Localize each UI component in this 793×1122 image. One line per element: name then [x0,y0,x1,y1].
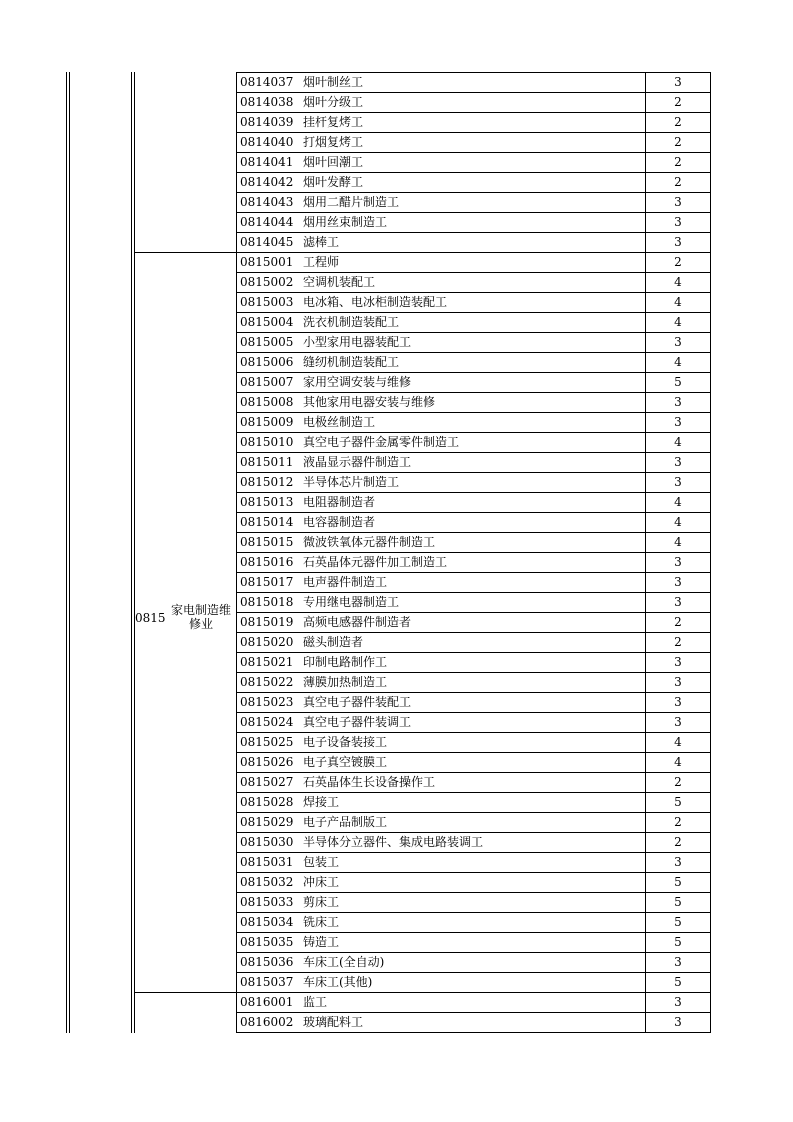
risk-level: 3 [674,575,682,589]
risk-level: 3 [674,215,682,229]
table-row [237,313,710,333]
risk-level: 2 [674,115,682,129]
occupation-name: 空调机装配工 [303,273,646,292]
table-row [237,893,710,913]
occupation-code: 0814038 [240,95,294,109]
occupation-name: 电子真空镀膜工 [303,753,646,772]
risk-level: 2 [674,775,682,789]
table-row [237,413,710,433]
occupation-code: 0815035 [240,935,294,949]
occupation-name: 半导体芯片制造工 [303,473,646,492]
table-row [237,273,710,293]
occupation-name: 液晶显示器件制造工 [303,453,646,472]
table-row [237,533,710,553]
table-row [237,613,710,633]
occupation-name: 半导体分立器件、集成电路装调工 [303,833,646,852]
risk-level: 3 [674,475,682,489]
risk-level: 2 [674,615,682,629]
occupation-name: 烟叶发酵工 [303,173,646,192]
occupation-name: 真空电子器件装调工 [303,713,646,732]
risk-level: 4 [674,275,682,289]
occupation-name: 微波铁氧体元器件制造工 [303,533,646,552]
occupation-code: 0814040 [240,135,294,149]
occupation-code: 0815010 [240,435,294,449]
risk-level: 3 [674,235,682,249]
risk-level: 3 [674,955,682,969]
risk-level: 4 [674,355,682,369]
occupation-name: 磁头制造者 [303,633,646,652]
occupation-code: 0815020 [240,635,294,649]
occupation-name: 冲床工 [303,873,646,892]
occupation-code: 0815022 [240,675,294,689]
table-row [237,333,710,353]
occupation-code: 0815037 [240,975,294,989]
occupation-code: 0815027 [240,775,294,789]
table-row [237,933,710,953]
table-row [237,93,710,113]
table-row [237,973,710,993]
occupation-name: 烟用丝束制造工 [303,213,646,232]
risk-level: 3 [674,855,682,869]
risk-level: 2 [674,95,682,109]
risk-level: 3 [674,195,682,209]
risk-level: 3 [674,415,682,429]
occupation-name: 石英晶体生长设备操作工 [303,773,646,792]
table-row [237,693,710,713]
table-row [237,633,710,653]
risk-level: 5 [674,795,682,809]
risk-level: 3 [674,655,682,669]
occupation-name: 铸造工 [303,933,646,952]
table-row [237,73,710,93]
occupation-name: 高频电感器件制造者 [303,613,646,632]
table-row [237,733,710,753]
table-row [237,133,710,153]
occupation-name: 石英晶体元器件加工制造工 [303,553,646,572]
occupation-code: 0815017 [240,575,294,589]
table-row [237,153,710,173]
occupation-code: 0814037 [240,75,294,89]
group-code-rule-b [134,72,135,1033]
occupation-code: 0815006 [240,355,294,369]
occupation-code: 0814041 [240,155,294,169]
risk-level: 5 [674,975,682,989]
occupation-code: 0815030 [240,835,294,849]
table-row [237,813,710,833]
occupation-name: 专用继电器制造工 [303,593,646,612]
risk-level: 3 [674,695,682,709]
risk-level: 5 [674,915,682,929]
occupation-code: 0814042 [240,175,294,189]
table-row [237,553,710,573]
table-row [237,673,710,693]
occupation-code: 0815012 [240,475,294,489]
occupation-code: 0815009 [240,415,294,429]
risk-level: 4 [674,535,682,549]
occupation-code: 0814043 [240,195,294,209]
occupation-name: 电极丝制造工 [303,413,646,432]
risk-level: 3 [674,1015,682,1029]
occupation-code: 0815008 [240,395,294,409]
occupation-name: 电冰箱、电冰柜制造装配工 [303,293,646,312]
table-row [237,393,710,413]
group-separator [134,992,236,993]
table-row [237,913,710,933]
table-row [237,713,710,733]
occupation-code: 0815004 [240,315,294,329]
occupation-name: 车床工(其他) [303,973,646,992]
risk-level: 5 [674,895,682,909]
table-row [237,213,710,233]
table-row [237,493,710,513]
risk-level: 4 [674,295,682,309]
occupation-name: 玻璃配料工 [303,1013,646,1032]
occupation-name: 剪床工 [303,893,646,912]
occupation-name: 烟叶分级工 [303,93,646,112]
group-code-rule-a [131,72,132,1033]
occupation-code: 0815007 [240,375,294,389]
occupation-code: 0815014 [240,515,294,529]
table-row [237,853,710,873]
occupation-code: 0815001 [240,255,294,269]
occupation-name: 电声器件制造工 [303,573,646,592]
risk-level: 4 [674,495,682,509]
occupation-name: 打烟复烤工 [303,133,646,152]
occupation-code: 0815019 [240,615,294,629]
occupation-name: 电容器制造者 [303,513,646,532]
occupation-name: 洗衣机制造装配工 [303,313,646,332]
occupation-code: 0815025 [240,735,294,749]
occupation-name: 印制电路制作工 [303,653,646,672]
table-row [237,293,710,313]
occupation-code: 0815011 [240,455,294,469]
occupation-name: 电阻器制造者 [303,493,646,512]
risk-level: 4 [674,755,682,769]
risk-level: 3 [674,455,682,469]
occupation-name: 监工 [303,993,646,1012]
table-row [237,433,710,453]
risk-level: 5 [674,375,682,389]
occupation-name: 真空电子器件金属零件制造工 [303,433,646,452]
risk-level: 3 [674,595,682,609]
risk-level: 3 [674,335,682,349]
risk-level: 3 [674,995,682,1009]
table-row [237,873,710,893]
table-row [237,193,710,213]
table-row [237,513,710,533]
risk-level: 4 [674,515,682,529]
table-row [237,253,710,273]
occupation-code: 0815005 [240,335,294,349]
table-row [237,993,710,1013]
risk-level: 3 [674,675,682,689]
occupation-name: 烟用二醋片制造工 [303,193,646,212]
group-separator [134,252,236,253]
risk-level: 4 [674,435,682,449]
table-row [237,353,710,373]
table-row [237,113,710,133]
group-code: 0815 [135,611,166,625]
occupation-code: 0815029 [240,815,294,829]
risk-level: 2 [674,135,682,149]
risk-level: 3 [674,555,682,569]
table-row [237,173,710,193]
occupation-code: 0815031 [240,855,294,869]
occupation-code: 0816002 [240,1015,294,1029]
occupation-code: 0815033 [240,895,294,909]
risk-level: 5 [674,935,682,949]
risk-level: 2 [674,155,682,169]
occupation-code: 0815002 [240,275,294,289]
occupation-name: 真空电子器件装配工 [303,693,646,712]
table-row [237,473,710,493]
occupation-code: 0815034 [240,915,294,929]
table-row [237,573,710,593]
table-left-double-rule-b [69,72,70,1033]
risk-level: 4 [674,315,682,329]
risk-level: 3 [674,395,682,409]
risk-level: 2 [674,635,682,649]
table-row [237,1013,710,1033]
occupation-code: 0814044 [240,215,294,229]
occupation-code: 0815023 [240,695,294,709]
occupation-code: 0814039 [240,115,294,129]
occupation-name: 电子设备装接工 [303,733,646,752]
occupation-code: 0816001 [240,995,294,1009]
table-row [237,833,710,853]
occupation-table [236,72,711,1033]
occupation-name: 电子产品制版工 [303,813,646,832]
table-row [237,773,710,793]
occupation-code: 0815021 [240,655,294,669]
occupation-code: 0814045 [240,235,294,249]
risk-level: 3 [674,715,682,729]
table-row [237,953,710,973]
risk-level: 2 [674,835,682,849]
group-name: 家电制造维修业 [170,603,231,631]
risk-level: 5 [674,875,682,889]
occupation-code: 0815015 [240,535,294,549]
table-left-double-rule-a [66,72,67,1033]
occupation-code: 0815028 [240,795,294,809]
occupation-name: 滤棒工 [303,233,646,252]
occupation-name: 挂杆复烤工 [303,113,646,132]
table-row [237,753,710,773]
occupation-name: 小型家用电器装配工 [303,333,646,352]
table-row [237,793,710,813]
occupation-name: 车床工(全自动) [303,953,646,972]
occupation-name: 铣床工 [303,913,646,932]
occupation-name: 家用空调安装与维修 [303,373,646,392]
occupation-code: 0815013 [240,495,294,509]
occupation-code: 0815016 [240,555,294,569]
table-row [237,593,710,613]
occupation-name: 焊接工 [303,793,646,812]
risk-level: 2 [674,255,682,269]
risk-level: 4 [674,735,682,749]
occupation-name: 烟叶制丝工 [303,73,646,92]
occupation-name: 其他家用电器安装与维修 [303,393,646,412]
occupation-code: 0815024 [240,715,294,729]
table-row [237,233,710,253]
occupation-code: 0815003 [240,295,294,309]
occupation-name: 包装工 [303,853,646,872]
table-row [237,453,710,473]
occupation-code: 0815026 [240,755,294,769]
table-row [237,373,710,393]
occupation-name: 薄膜加热制造工 [303,673,646,692]
occupation-code: 0815032 [240,875,294,889]
occupation-name: 缝纫机制造装配工 [303,353,646,372]
occupation-code: 0815036 [240,955,294,969]
occupation-name: 烟叶回潮工 [303,153,646,172]
risk-level: 3 [674,75,682,89]
table-row [237,653,710,673]
risk-level: 2 [674,815,682,829]
occupation-code: 0815018 [240,595,294,609]
risk-level: 2 [674,175,682,189]
occupation-name: 工程师 [303,253,646,272]
